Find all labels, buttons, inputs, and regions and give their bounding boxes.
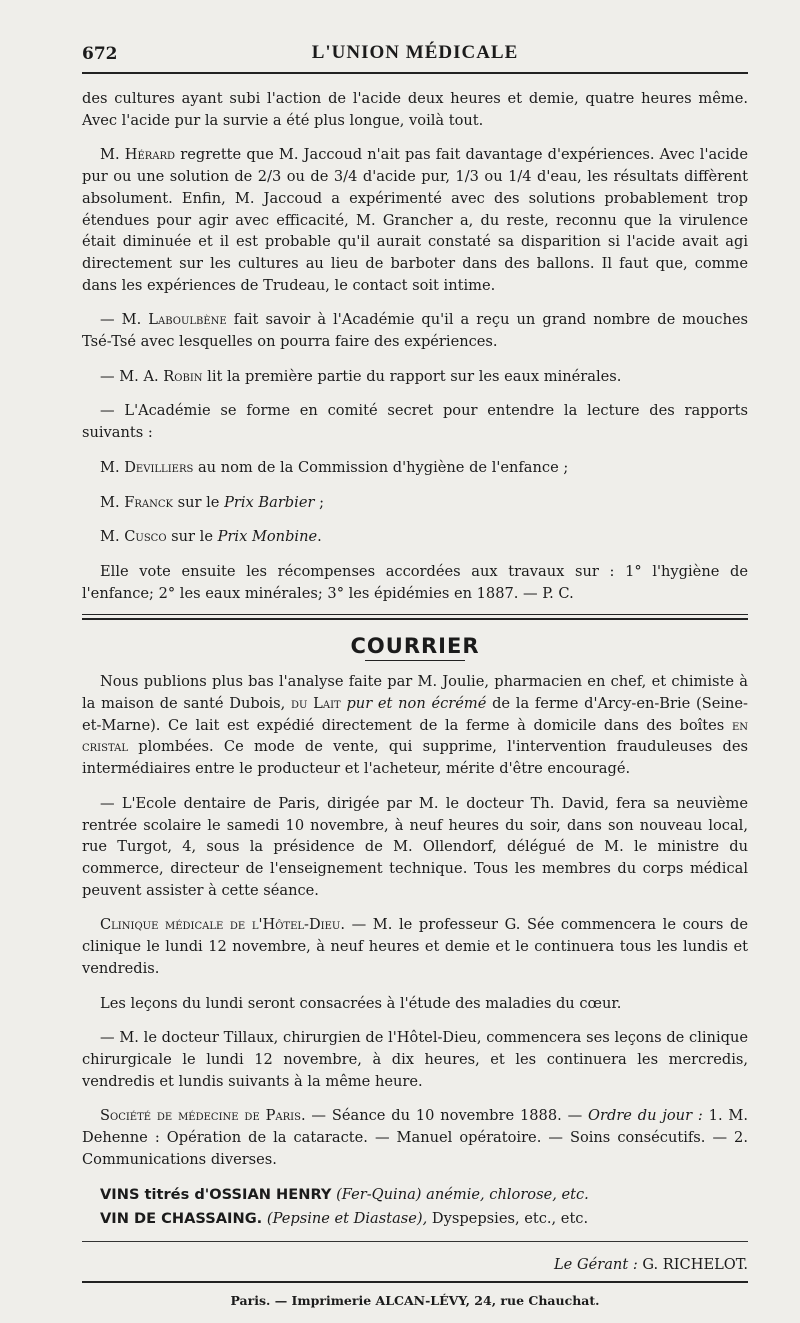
paragraph-text: Nous publions plus bas l'analyse faite par M. Joulie, pharmacien en chef, et chimiste à la maison de santé Dubois,	[82, 673, 748, 713]
paragraph-text: — Séance du 10 novembre 1888. —	[305, 1107, 589, 1125]
section-title-text: COURRIER	[350, 634, 480, 659]
paragraph-heading: Société de médecine de Paris.	[100, 1107, 306, 1125]
paragraph-text: du Lait	[291, 695, 341, 713]
paragraph-herard	[82, 144, 748, 296]
paragraph-franck	[82, 492, 748, 514]
paragraph-heading: Clinique médicale de l'Hôtel-Dieu.	[100, 916, 345, 934]
paragraph-cusco	[82, 526, 748, 548]
paragraph-text: sur le	[172, 493, 225, 511]
paragraph-text: sur le	[166, 528, 218, 546]
speaker-name: M. Hérard	[100, 146, 176, 164]
speaker-name: Robin	[163, 367, 203, 385]
paragraph-text: lit la première partie du rapport sur les eaux minérales.	[202, 367, 622, 385]
ad-brand: VIN DE CHASSAING.	[100, 1210, 263, 1228]
paragraph-prefix: — M. A.	[100, 367, 164, 385]
separator-rule	[82, 618, 748, 620]
paragraph-robin	[82, 366, 748, 388]
advertisement-chassaing	[82, 1207, 748, 1231]
separator-rule	[82, 614, 748, 615]
paragraph-recompenses: Elle vote ensuite les récompenses accordées aux travaux sur : 1° l'hygiène de l'enfance; 2° les eaux minérales; 3° les épidémies en 1887. — P. C.	[82, 562, 748, 602]
page-number: 672	[82, 44, 118, 64]
paragraph-lait	[82, 671, 748, 780]
title-underline	[365, 660, 465, 661]
gerant-label: Le Gérant :	[553, 1256, 638, 1274]
ad-text: (Fer-Quina) anémie, chlorose,	[331, 1186, 557, 1204]
footer-rule	[82, 1281, 748, 1283]
paragraph-ecole-dentaire: — L'Ecole dentaire de Paris, dirigée par M. le docteur Th. David, fera sa neuvième rentrée scolaire le samedi 10 novembre, à neuf heures du soir, dans son nouveau local, rue Turgot, 4, sous la présidence de M. Ollendorf, délégué de M. le ministre du commerce, directeur de l'enseignement technique. Tous les membres du corps médical peuvent assister à cette séance.	[82, 794, 748, 899]
paragraph-text: fait savoir à l'Académie qu'il a reçu un grand nombre de mouches Tsé-Tsé avec lesquelles on pourra faire des expériences.	[82, 311, 748, 351]
paragraph-laboulbene	[82, 309, 748, 352]
section-separator	[82, 614, 748, 620]
paragraph-text: ;	[314, 493, 324, 511]
prize-name: Prix Barbier	[224, 493, 315, 511]
speaker-name: Franck	[124, 493, 173, 511]
paragraph-tillaux: — M. le docteur Tillaux, chirurgien de l'Hôtel-Dieu, commencera ses leçons de clinique chirurgicale le lundi 12 novembre, à dix heures, et les continuera les mercredis, vendredis et lundis suivants à la même heure.	[82, 1029, 748, 1090]
paragraph-continuation: des cultures ayant subi l'action de l'acide deux heures et demie, quatre heures même. Avec l'acide pur la survie a été plus longue, voilà tout.	[82, 90, 748, 129]
footer-top-rule	[82, 1241, 748, 1242]
paragraph-text: — M. le professeur G. Sée commencera le cours de clinique le lundi 12 novembre, à neuf heures et demie et le continuera tous les lundis et vendredis.	[82, 916, 748, 977]
paragraph-prefix: M.	[100, 493, 125, 511]
advertisement-ossian	[82, 1183, 748, 1207]
paragraph-text: plombées. Ce mode de vente, qui supprime, l'intervention frauduleuses des intermédiaires entre le producteur et l'acheteur, mérite d'être encouragé.	[82, 738, 748, 778]
speaker-name: Laboulbène	[148, 311, 227, 329]
gerant-name: G. RICHELOT.	[637, 1256, 748, 1274]
paragraph-text: de la ferme d'Arcy-en-Brie (Seine-et-Marne). Ce lait est expédié directement de la ferme à domicile dans des boîtes	[82, 695, 748, 734]
paragraph-text: en cristal	[82, 716, 748, 756]
paragraph-clinique	[82, 914, 748, 979]
paragraph-text: pur et non écrémé	[340, 695, 487, 713]
printer-imprint: Paris. — Imprimerie ALCAN-LÉVY, 24, rue Chauchat.	[230, 1293, 600, 1309]
speaker-name: Devilliers	[124, 458, 194, 476]
section-title	[82, 634, 748, 661]
paragraph-devilliers	[82, 457, 748, 479]
paragraph-text: 1. M. Dehenne : Opération de la cataracte. — Manuel opératoire. — Soins consécutifs. — 2. Communications diverses.	[82, 1107, 749, 1168]
ad-text: Dyspepsies, etc., etc.	[427, 1210, 589, 1228]
ad-brand: VINS titrés d'OSSIAN HENRY	[100, 1186, 332, 1204]
ad-text: etc.	[556, 1186, 589, 1204]
paragraph-prefix: M.	[100, 528, 125, 546]
paragraph-text: regrette que M. Jaccoud n'ait pas fait davantage d'expériences. Avec l'acide pur ou une solution de 2/3 ou de 3/4 d'acide pur, 1/3 ou 1/4 d'eau, les résultats diffèrent absolument. Enfin, M. Jaccoud a expérimenté avec des solutions probablement trop étendues pour agir avec efficacité, M. Grancher a, du reste, reconnu que la virulence était diminuée et il est probable qu'il aurait constaté sa disparition si l'acide avait agi directement sur les cultures au lieu de barboter dans des ballons. Il faut que, comme dans les expériences de Trudeau, le contact soit intime.	[82, 146, 748, 294]
page-header	[82, 0, 748, 72]
prize-name: Prix Monbine	[217, 528, 318, 546]
paragraph-prefix: — M.	[100, 311, 149, 329]
paragraph-comite: — L'Académie se forme en comité secret pour entendre la lecture des rapports suivants :	[82, 402, 748, 442]
paragraph-text: au nom de la Commission d'hygiène de l'enfance ;	[193, 458, 569, 476]
journal-title: L'UNION MÉDICALE	[311, 42, 519, 63]
header-rule	[82, 72, 748, 74]
paragraph-prefix: M.	[100, 458, 125, 476]
paragraph-text: .	[317, 528, 322, 546]
paragraph-text: Ordre du jour :	[588, 1107, 703, 1125]
speaker-name: Cusco	[124, 528, 167, 546]
gerant-signature	[82, 1256, 748, 1273]
ad-text: (Pepsine et Diastase),	[262, 1210, 428, 1228]
paragraph-lecons: Les leçons du lundi seront consacrées à l'étude des maladies du cœur.	[100, 994, 622, 1012]
paragraph-societe	[82, 1105, 748, 1170]
